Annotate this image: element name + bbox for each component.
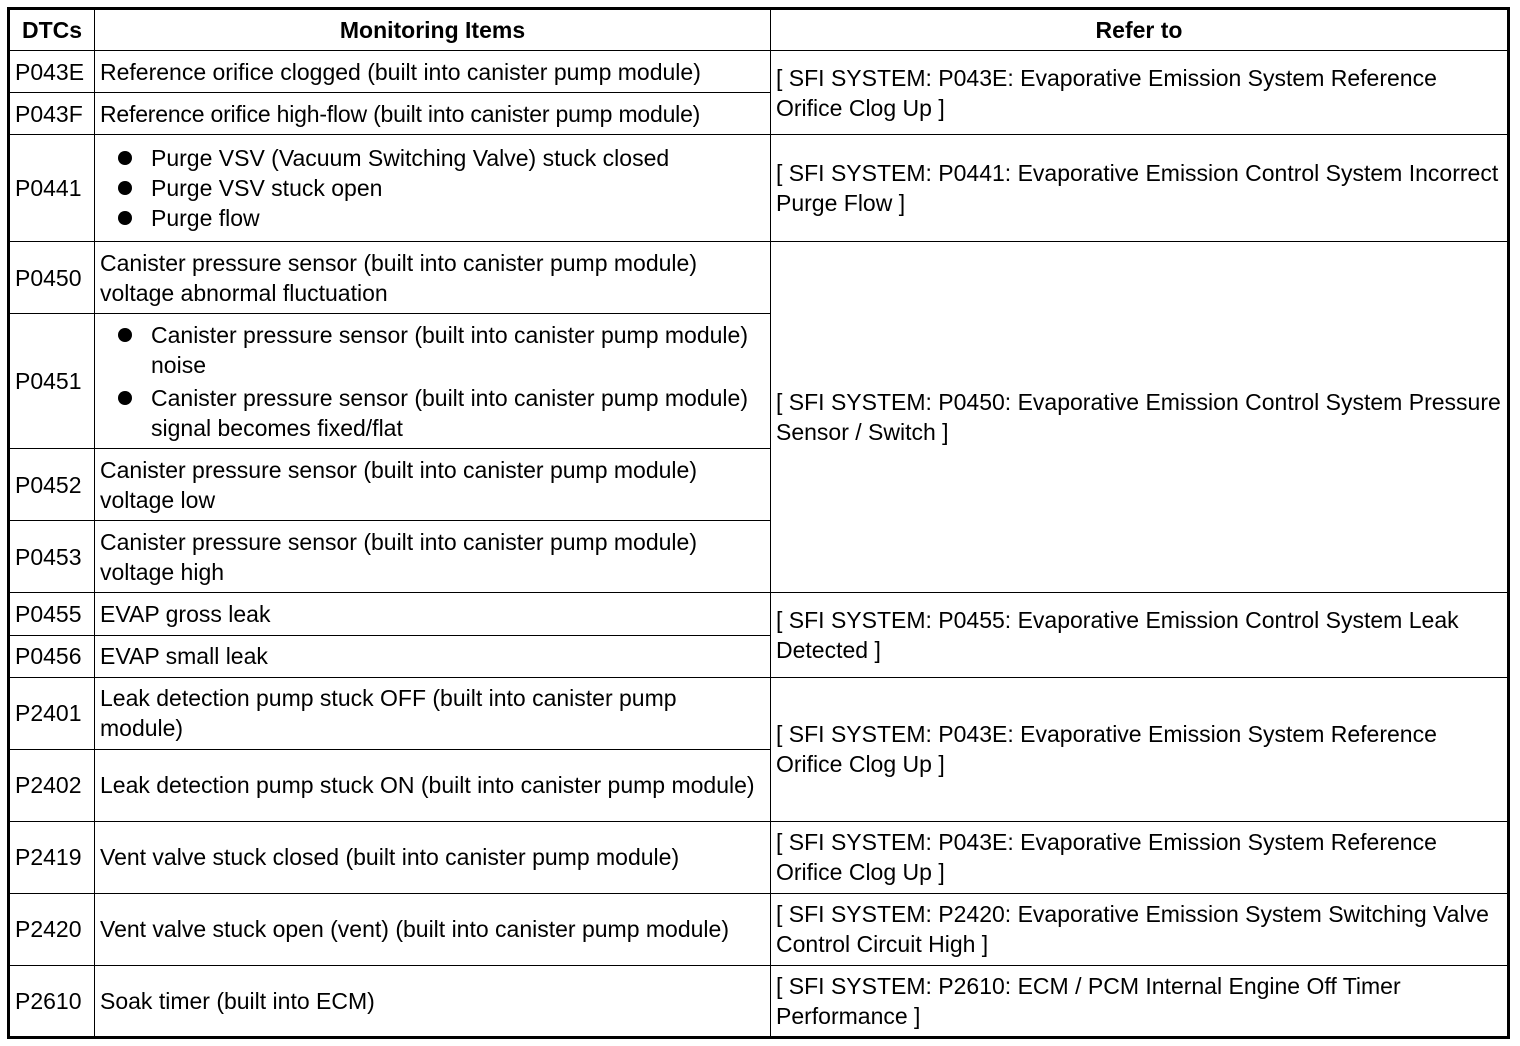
refer-to-link[interactable]: [ SFI SYSTEM: P043E: Evaporative Emission System Reference Orifice Clog Up ] [771,821,1509,893]
bullet-list [100,320,765,443]
monitoring-item: EVAP gross leak [95,593,771,635]
monitoring-item: Vent valve stuck open (vent) (built into canister pump module) [95,893,771,965]
monitoring-item: Leak detection pump stuck OFF (built into canister pump module) [95,677,771,749]
refer-to-link[interactable]: [ SFI SYSTEM: P043E: Evaporative Emission System Reference Orifice Clog Up ] [771,677,1509,821]
monitoring-item: Reference orifice clogged (built into canister pump module) [95,51,771,93]
dtc-code: P0450 [9,242,95,314]
dtc-code: P043E [9,51,95,93]
table-row [9,242,1509,314]
list-item: Canister pressure sensor (built into canister pump module) noise [118,320,765,380]
dtc-code: P2402 [9,749,95,821]
monitoring-item: Canister pressure sensor (built into canister pump module) voltage low [95,449,771,521]
refer-to-link[interactable]: [ SFI SYSTEM: P0455: Evaporative Emission Control System Leak Detected ] [771,593,1509,677]
monitoring-item: Canister pressure sensor (built into canister pump module) voltage high [95,521,771,593]
list-item: Purge flow [118,203,765,233]
header-monitoring-items: Monitoring Items [95,9,771,51]
table-row [9,893,1509,965]
dtc-code: P0453 [9,521,95,593]
monitoring-item: Leak detection pump stuck ON (built into canister pump module) [95,749,771,821]
list-item: Purge VSV stuck open [118,173,765,203]
dtc-code: P043F [9,93,95,135]
header-row [9,9,1509,51]
table-row [9,965,1509,1037]
dtc-code: P0452 [9,449,95,521]
list-item: Purge VSV (Vacuum Switching Valve) stuck closed [118,143,765,173]
dtc-table [7,7,1510,1039]
header-refer-to: Refer to [771,9,1509,51]
monitoring-item: Canister pressure sensor (built into canister pump module) voltage abnormal fluctuation [95,242,771,314]
dtc-code: P0455 [9,593,95,635]
dtc-code: P2419 [9,821,95,893]
header-dtc: DTCs [9,9,95,51]
monitoring-item: Vent valve stuck closed (built into canister pump module) [95,821,771,893]
refer-to-link[interactable]: [ SFI SYSTEM: P0450: Evaporative Emission Control System Pressure Sensor / Switch ] [771,242,1509,593]
dtc-code: P0456 [9,635,95,677]
bullet-list [100,143,765,233]
monitoring-item: EVAP small leak [95,635,771,677]
table-row [9,51,1509,93]
refer-to-link[interactable]: [ SFI SYSTEM: P2420: Evaporative Emission System Switching Valve Control Circuit High ] [771,893,1509,965]
dtc-code: P2420 [9,893,95,965]
refer-to-link[interactable]: [ SFI SYSTEM: P0441: Evaporative Emission Control System Incorrect Purge Flow ] [771,135,1509,242]
dtc-code: P2610 [9,965,95,1037]
monitoring-item [95,135,771,242]
refer-to-link[interactable]: [ SFI SYSTEM: P2610: ECM / PCM Internal Engine Off Timer Performance ] [771,965,1509,1037]
list-item: Canister pressure sensor (built into canister pump module) signal becomes fixed/flat [118,383,765,443]
table-row [9,135,1509,242]
table-row [9,593,1509,635]
refer-to-link[interactable]: [ SFI SYSTEM: P043E: Evaporative Emission System Reference Orifice Clog Up ] [771,51,1509,135]
dtc-code: P0451 [9,314,95,449]
table-row [9,677,1509,749]
monitoring-item [95,314,771,449]
dtc-code: P0441 [9,135,95,242]
monitoring-item: Soak timer (built into ECM) [95,965,771,1037]
dtc-code: P2401 [9,677,95,749]
table-row [9,821,1509,893]
monitoring-item: Reference orifice high-flow (built into canister pump module) [95,93,771,135]
